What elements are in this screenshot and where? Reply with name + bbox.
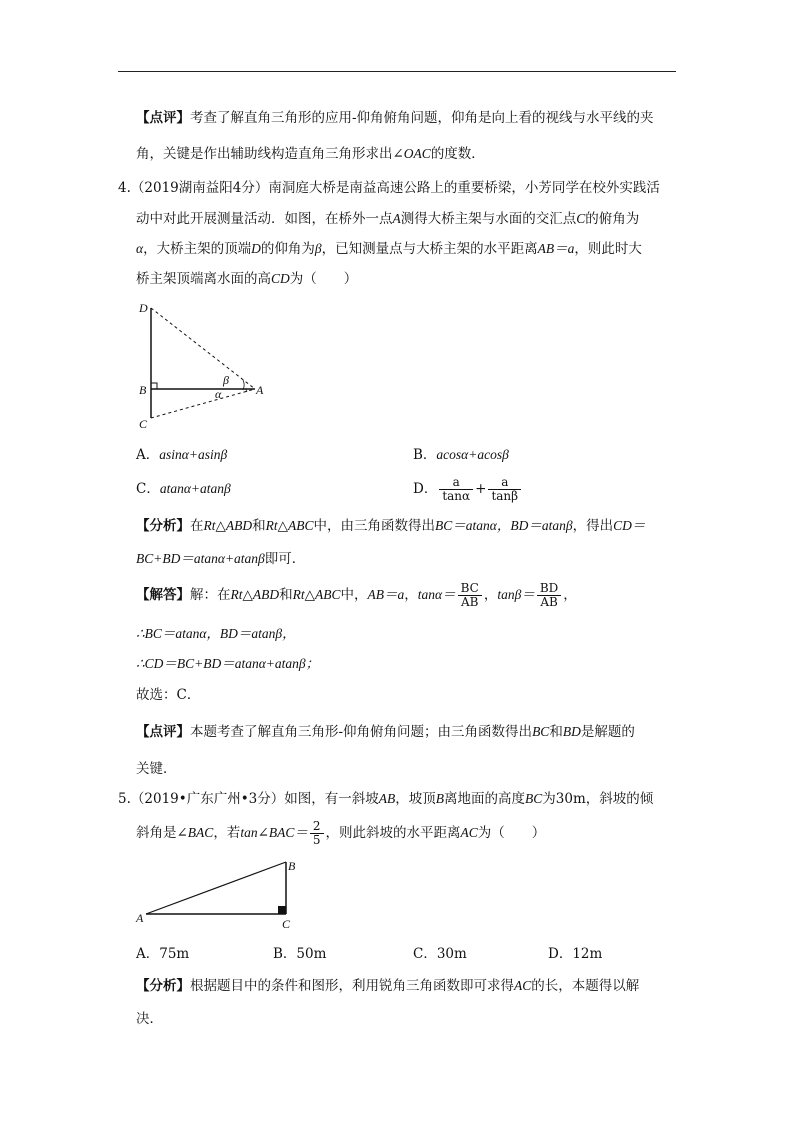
prev-comment-line2: 角，关键是作出辅助线构造直角三角形求出∠OAC的度数． [136,146,485,162]
q4-line2: 动中对此开展测量活动．如图，在桥外一点A测得大桥主架与水面的交汇点C的俯角为 [136,211,640,227]
q5-line2: 斜角是∠BAC，若tan∠BAC＝ $\frac{2}{5}$ ，则此斜坡的水平距离AC为（ ） [136,819,546,847]
q5-analysis-line1: 【分析】根据题目中的条件和图形，利用锐角三角函数即可求得AC的长，本题得以解 [136,978,640,994]
q4-solution-line4: 故选：C． [136,687,201,703]
q4-fig-arc-beta [243,380,244,390]
q5-source: （2019•广东广州•3分） [130,791,285,807]
q4-solution-line3: ∴CD＝BC+BD＝atanα+atanβ； [136,656,320,671]
q5-option-d[interactable]: D．12m [548,946,603,962]
q4-comment-line2: 关键． [136,761,177,777]
q4-line4: 桥主架顶端离水面的高CD为（ ） [136,271,358,287]
q5-fig-label-B: B [288,859,296,873]
q4-optd-frac1: $\frac{a}{\tan\alpha}$ [439,476,473,503]
q5-analysis-line2: 决． [136,1011,163,1027]
q4-line3: α，大桥主架的顶端D的仰角为β，已知测量点与大桥主架的水平距离AB＝a，则此时大 [136,241,642,257]
q4-fig-line-AC [151,389,255,418]
q4-solution-line2: ∴BC＝atanα，BD＝atanβ， [136,626,296,641]
q5-option-a[interactable]: A．75m [136,946,190,962]
q4-option-a[interactable]: A．asinα+asinβ [136,447,228,463]
q5-fig-label-C: C [282,917,291,931]
q4-number: 4. [118,180,131,196]
q5-option-c[interactable]: C．30m [413,946,467,962]
q4-option-d[interactable]: D． $\frac{a}{\tan\alpha}$ + $\frac{a}{\tan\beta}$ [413,470,523,508]
q4-fig-label-beta: β [223,373,229,387]
q4-figure [130,296,270,436]
prev-comment-line1: 【点评】考查了解直角三角形的应用-仰角俯角问题，仰角是向上看的视线与水平线的夹 [136,110,654,126]
q4-line1: 4.（2019湖南益阳4分）南洞庭大桥是南益高速公路上的重要桥梁，小芳同学在校外实践活 [118,180,660,196]
q4-solution-frac-bd-ab: $\frac{BD}{AB}$ [537,582,561,609]
q4-fig-line-AD [151,308,255,389]
q4-fig-right-angle [151,383,157,389]
q4-analysis-line1: 【分析】在Rt△ABD和Rt△ABC中，由三角函数得出BC＝atanα，BD＝atanβ，得出CD＝ [136,518,646,534]
q5-line1: 5.（2019•广东广州•3分）如图，有一斜坡AB，坡顶B离地面的高度BC为30m，斜坡的倾 [118,791,654,807]
q4-solution-line1: 【解答】解：在Rt△ABD和Rt△ABC中，AB＝a，tanα＝ $\frac{BC}{AB}$ ，tanβ＝ $\frac{BD}{AB}$ ， [136,581,577,609]
q5-fig-line-AB [146,862,286,914]
q4-optd-frac2: $\frac{a}{\tan\beta}$ [488,476,521,503]
q5-fig-label-A: A [136,911,144,925]
q4-option-c[interactable]: C．atanα+atanβ [136,481,231,497]
q5-option-b[interactable]: B．50m [273,946,327,962]
q4-analysis-line2: BC+BD＝atanα+atanβ即可． [136,551,306,567]
q4-source: （2019湖南益阳4分） [130,180,269,196]
header-rule [118,71,676,72]
q4-fig-label-D: D [139,301,148,315]
q5-fig-right-angle [278,906,286,914]
q5-figure [132,856,302,936]
q4-fig-label-C: C [139,417,148,431]
q5-frac-2-5: $\frac{2}{5}$ [310,820,324,847]
q4-comment-line1: 【点评】本题考查了解直角三角形-仰角俯角问题；由三角函数得出BC和BD是解题的 [136,724,635,740]
q4-fig-label-alpha: α [215,387,222,401]
q4-solution-frac-bc-ab: $\frac{BC}{AB}$ [458,582,482,609]
q4-fig-label-A: A [256,383,264,397]
q4-fig-label-B: B [139,383,147,397]
comment-tag: 【点评】 [136,110,190,126]
q4-option-b[interactable]: B．acosα+acosβ [413,447,509,463]
q5-number: 5. [118,791,131,807]
